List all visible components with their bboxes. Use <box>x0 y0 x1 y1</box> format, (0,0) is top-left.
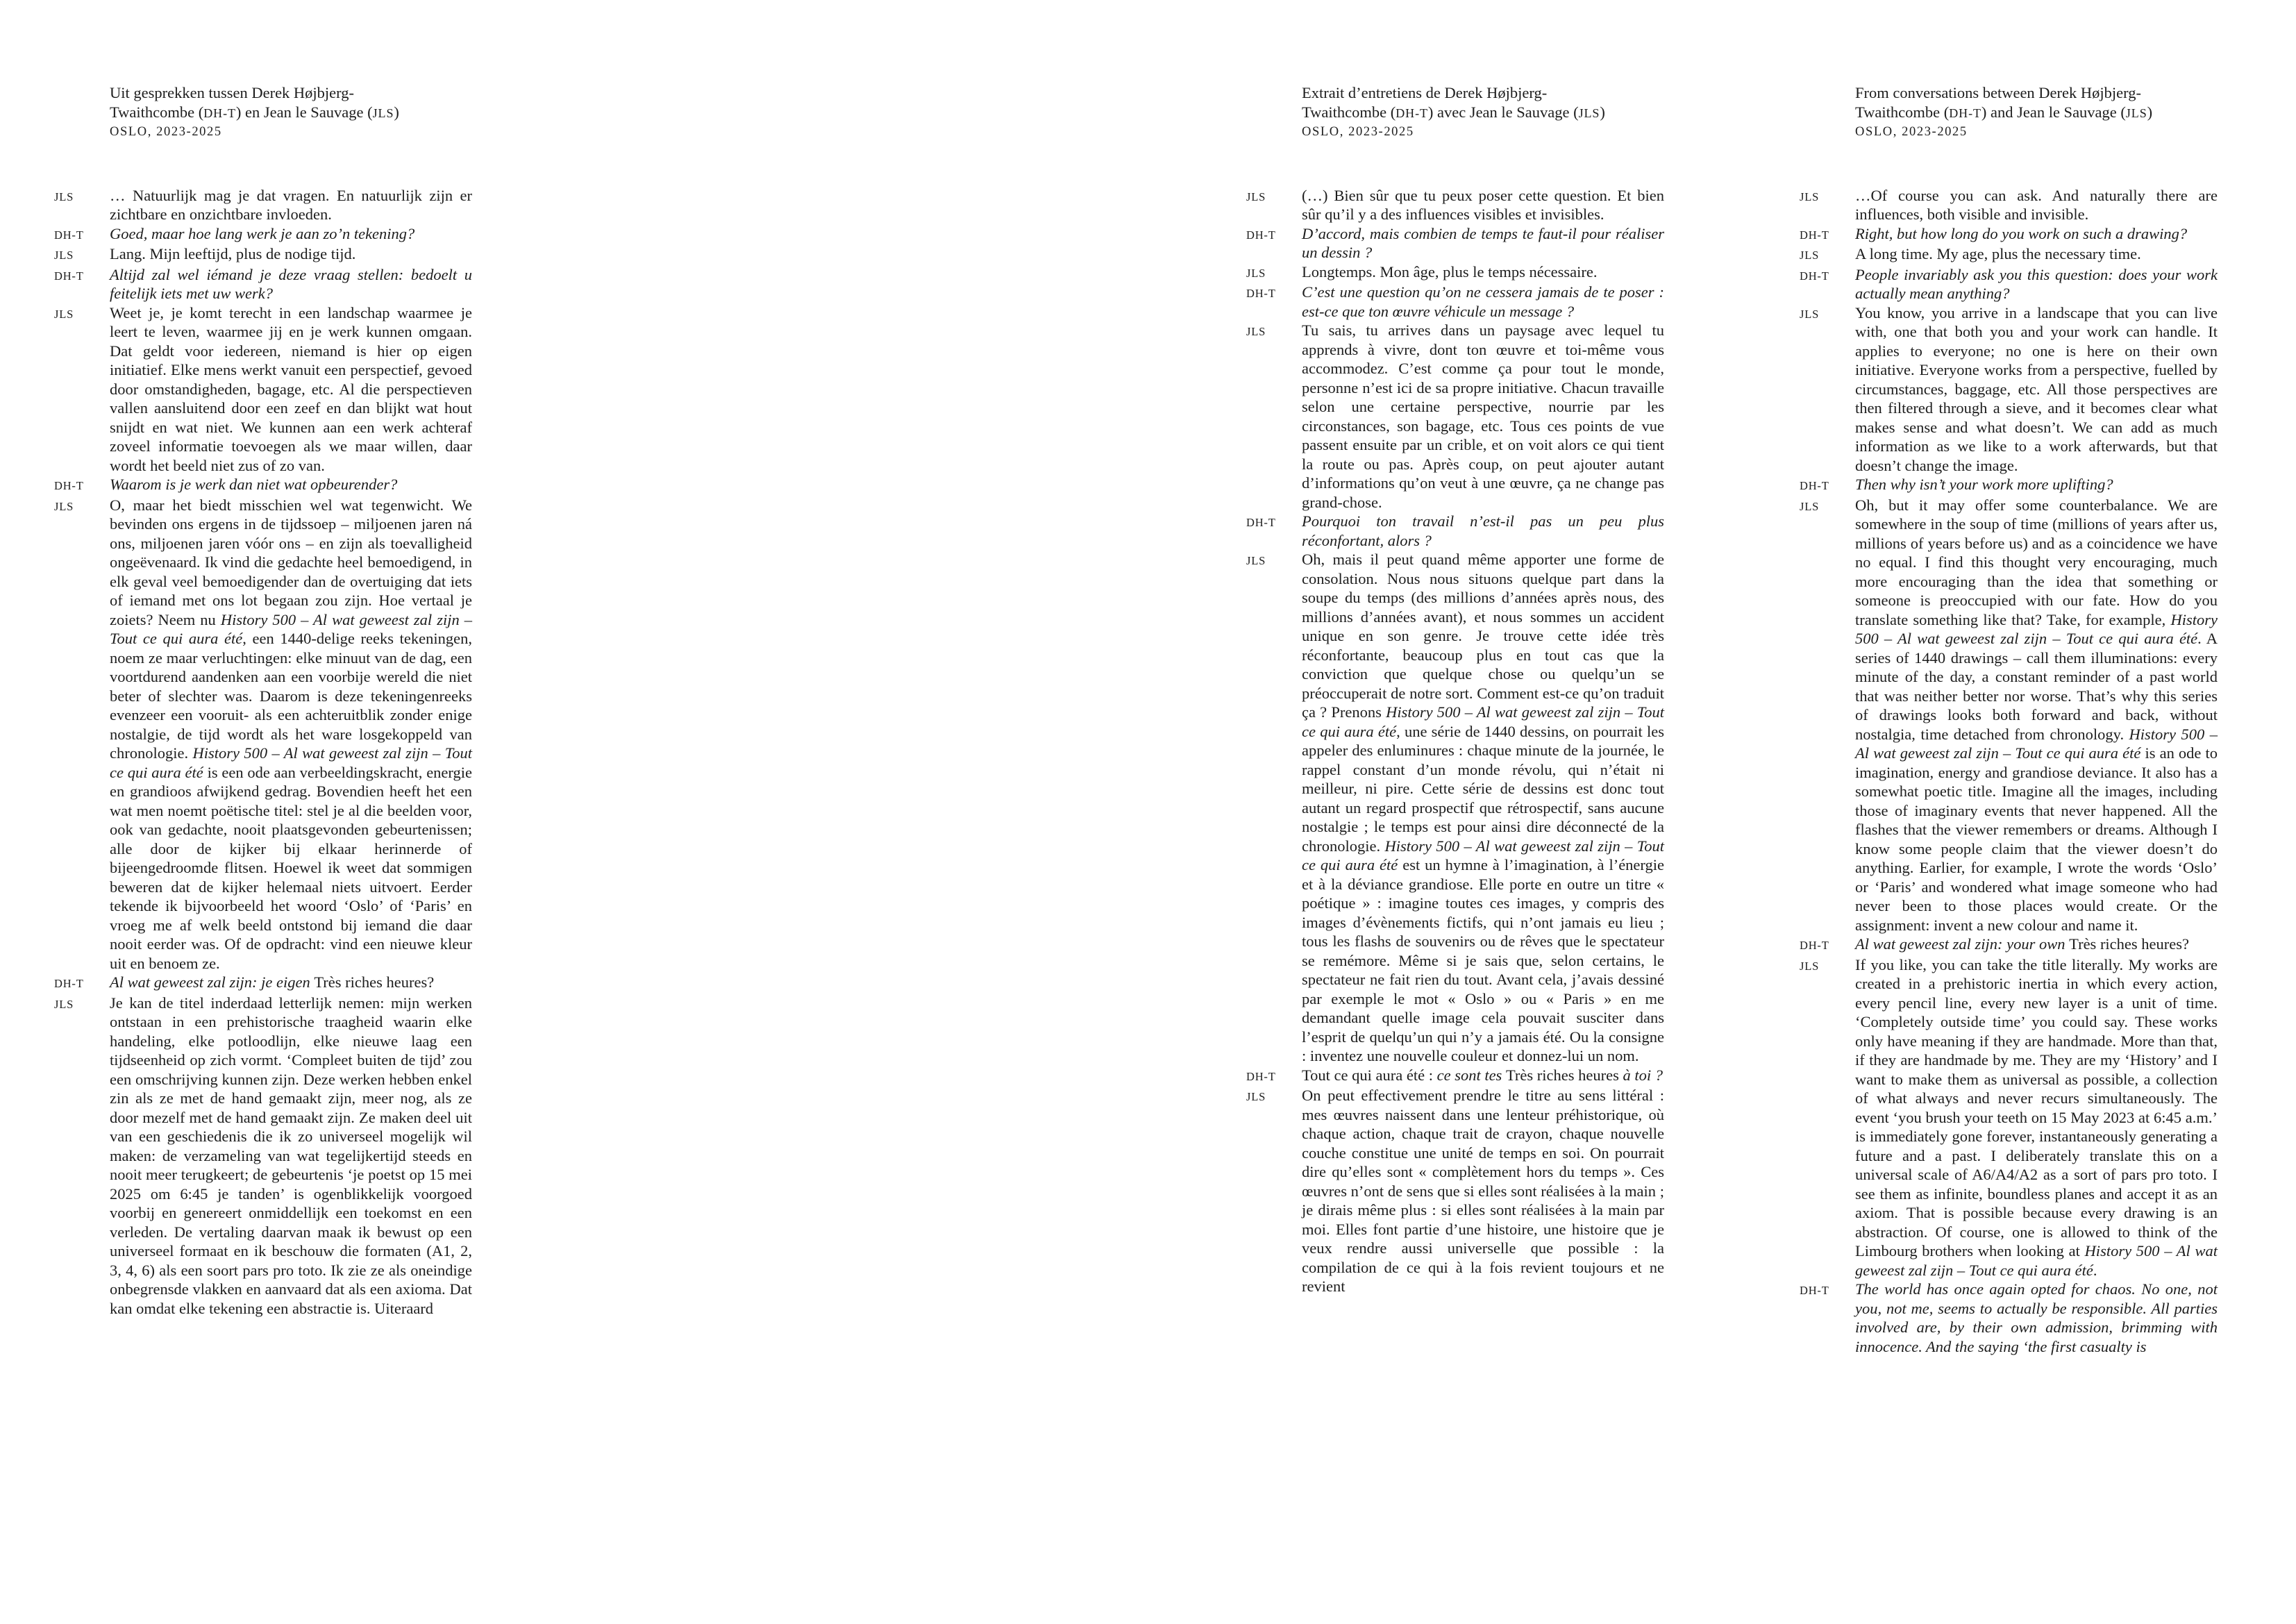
column-subheader: OSLO, 2023-2025 <box>1855 125 1968 139</box>
turn-text: The world has once again opted for chaos. No one, not you, not me, seems to actually be responsible. All parties involved are, by their own admission, brimming with innocence. And the saying ‘the first casualty is <box>1855 1280 2218 1355</box>
dialogue <box>1246 186 1664 1296</box>
turn-text: Right, but how long do you work on such a drawing? <box>1855 224 2188 242</box>
turn <box>54 244 472 265</box>
column-dutch <box>54 83 472 1318</box>
header-line: Uit gesprekken tussen Derek Højbjerg- <box>110 84 354 101</box>
speaker-label: JLS <box>1800 249 1820 262</box>
speaker-label: DH-T <box>54 977 84 990</box>
turn <box>54 475 472 496</box>
speaker-label: DH-T <box>54 228 84 242</box>
turn-text: If you like, you can take the title literally. My works are created in a prehistoric inertia in which every action, every pencil line, every new layer is a unit of time. ‘Completely outside time’ you could say. These works only have meaning if they are handmade. More than that, if they are handmade by me. They are my ‘History’ and I want to make them as universal as possible, a collection of what always and never recurs simultaneously. The event ‘you brush your teeth on 15 May 2023 at 6:45 a.m.’ is immediately gone forever, instantaneously generating a future and a past. I deliberately translate this on a universal scale of A6/A4/A2 as a sort of pars pro toto. I see them as infinite, boundless planes and accept it as an axiom. That is possible because every drawing is an abstraction. Of course, one is allowed to think of the Limbourg brothers when looking at History 500 – Al wat geweest zal zijn – Tout ce qui aura été. <box>1855 955 2218 1279</box>
turn-text: On peut effectivement prendre le titre au sens littéral : mes œuvres naissent dans une lenteur préhistorique, où chaque action, chaque trait de crayon, chaque nouvelle couche constitue une unité de temps en soi. On pourrait dire qu’elles sont « complètement hors du temps ». Ces œuvres n’ont de sens que si elles sont réalisées à la main ; je dirais même plus : si elles sont réalisées à la main par moi. Elles font partie d’une histoire, une histoire que je veux rendre aussi universelle que possible : la compilation de ce qui à la fois revient toujours et ne revient <box>1302 1087 1664 1295</box>
turn <box>1246 321 1664 512</box>
turn <box>54 265 472 303</box>
column-header <box>110 83 472 142</box>
turn <box>1800 1280 2218 1356</box>
speaker-label: JLS <box>54 190 74 203</box>
turn <box>1246 262 1664 283</box>
turn <box>1800 475 2218 496</box>
speaker-label: JLS <box>1246 266 1266 280</box>
turn-text: (…) Bien sûr que tu peux poser cette question. Et bien sûr qu’il y a des influences visibles et invisibles. <box>1302 186 1664 223</box>
dialogue <box>54 186 472 1319</box>
turn-text: Then why isn’t your work more uplifting? <box>1855 476 2113 493</box>
speaker-label: DH-T <box>1246 516 1276 529</box>
turn-text: Tu sais, tu arrives dans un paysage avec lequel tu apprends à vivre, dont ton œuvre et toi-même vous accommodez. C’est comme ça pour tout le monde, personne n’est ici de sa propre initiative. Chacun travaille selon une certaine perspective, nourrie par les circonstances, son bagage, etc. Tous ces points de vue passent ensuite par un crible, et on voit alors ce qui tient la route ou pas. Après coup, on peut ajouter autant d’informations qu’on veut à une œuvre, ça ne change pas grand-chose. <box>1302 321 1664 511</box>
column-french <box>1246 83 1664 1296</box>
turn <box>54 994 472 1319</box>
header-line: Twaithcombe (DH-T) avec Jean le Sauvage (JLS) <box>1302 103 1605 121</box>
turn <box>1800 303 2218 476</box>
header-line: Extrait d’entretiens de Derek Højbjerg- <box>1302 84 1548 101</box>
turn-text: C’est une question qu’on ne cessera jamais de te poser : est-ce que ton œuvre véhicule un message ? <box>1302 283 1664 320</box>
turn-text: Waarom is je werk dan niet wat opbeurender? <box>110 476 398 493</box>
turn <box>1800 955 2218 1280</box>
turn <box>1800 244 2218 265</box>
turn <box>1800 265 2218 303</box>
turn <box>1246 186 1664 224</box>
turn-text: Weet je, je komt terecht in een landschap waarmee je leert te leven, waarmee jij en je werk kunnen omgaan. Dat geldt voor iedereen, niemand is hier op eigen initiatief. Elke mens werkt vanuit een perspectief, gevoed door omstandigheden, bagage, etc. Al die perspectieven vallen aansluitend door een zeef en dan blijkt wat hout snijdt en wat niet. We kunnen aan een werk achteraf zoveel informatie toevoegen als we maar willen, daar wordt het beeld niet zus of zo van. <box>110 303 472 474</box>
speaker-label: DH-T <box>1246 1069 1276 1083</box>
speaker-label: JLS <box>54 499 74 513</box>
column-english <box>1800 83 2218 1356</box>
turn <box>1246 1066 1664 1087</box>
turn <box>54 186 472 224</box>
speaker-label: JLS <box>1246 325 1266 338</box>
turn-text: Oh, but it may offer some counterbalance. We are somewhere in the soup of time (millions of years after us, millions of years before us) and as a coincidence we have no equal. I find this thought very encouraging, much more encouraging than the idea that something or someone is preoccupied with our fate. How do you translate something like that? Take, for example, History 500 – Al wat geweest zal zijn – Tout ce qui aura été. A series of 1440 drawings – call them illuminations: every minute of the day, a constant reminder of a past world that was neither better nor worse. That’s why this series of drawings looks both forward and back, without nostalgia, time detached from chronology. History 500 – Al wat geweest zal zijn – Tout ce qui aura été is an ode to imagination, energy and grandiose deviance. It also has a somewhat poetic title. Imagine all the images, including those of imaginary events that never happened. All the flashes that the viewer remembers or dreams. Although I know some people claim that the viewer doesn’t do anything. Earlier, for example, I wrote the words ‘Oslo’ or ‘Paris’ and wondered what image someone who had never been to those places would create. Or the assignment: invent a new colour and name it. <box>1855 496 2218 934</box>
speaker-label: DH-T <box>1800 228 1829 242</box>
turn-text: Lang. Mijn leeftijd, plus de nodige tijd. <box>110 245 356 262</box>
column-header <box>1302 83 1664 142</box>
turn <box>54 224 472 245</box>
turn-text: Goed, maar hoe lang werk je aan zo’n tekening? <box>110 224 415 242</box>
turn-text: People invariably ask you this question: does your work actually mean anything? <box>1855 265 2218 302</box>
turn <box>1246 224 1664 262</box>
speaker-label: JLS <box>1800 307 1820 321</box>
turn-text: … Natuurlijk mag je dat vragen. En natuurlijk zijn er zichtbare en onzichtbare invloeden. <box>110 186 472 223</box>
header-line: Twaithcombe (DH-T) and Jean le Sauvage (JLS) <box>1855 103 2153 121</box>
turn <box>1800 496 2218 935</box>
turn-text: Altijd zal wel iémand je deze vraag stellen: bedoelt u feitelijk iets met uw werk? <box>110 265 472 302</box>
speaker-label: JLS <box>1800 190 1820 203</box>
turn-text: Longtemps. Mon âge, plus le temps nécessaire. <box>1302 262 1598 281</box>
column-header <box>1855 83 2218 142</box>
turn-text: Pourquoi ton travail n’est-il pas un peu plus réconfortant, alors ? <box>1302 512 1664 549</box>
turn-text: You know, you arrive in a landscape that you can live with, one that both you and your work can handle. It applies to everyone; no one is here on their own initiative. Everyone works from a perspective, fuelled by circumstances, baggage, etc. All those perspectives are then filtered through a sieve, and it becomes clear what makes sense and what doesn’t. We can add as much information as we like to a work afterwards, but that doesn’t change the image. <box>1855 303 2218 474</box>
speaker-label: DH-T <box>1800 939 1829 952</box>
turn-text: Al wat geweest zal zijn: je eigen Très riches heures? <box>110 973 435 991</box>
header-line: Twaithcombe (DH-T) en Jean le Sauvage (JLS) <box>110 103 399 121</box>
turn-text: Je kan de titel inderdaad letterlijk nemen: mijn werken ontstaan in een prehistorische traagheid waarin elke handeling, elke potloodlijn, elke nieuwe laag een tijdseenheid op zich vormt. ‘Compleet buiten de tijd’ zou een omschrijving kunnen zijn. Deze werken hebben enkel zin als ze met de hand gemaakt zijn, meer nog, als ze door mezelf met de hand gemaakt zijn. Ze maken deel uit van een geschiedenis die ik zo universeel mogelijk wil maken: de verzameling van wat tegelijkertijd steeds en nooit meer terugkeert; de gebeurtenis ‘je poetst op 15 mei 2025 om 6:45 je tanden’ is ogenblikkelijk voorgoed voorbij en genereert onmiddellijk een toekomst en een verleden. De vertaling daarvan maak ik bewust op een universeel formaat en ik beschouw die formaten (A1, 2, 3, 4, 6) als een soort pars pro toto. Ik zie ze als oneindige onbegrensde vlakken en aanvaard dat als een axioma. Dat kan omdat elke tekening een abstractie is. Uiteraard <box>110 994 472 1317</box>
speaker-label: DH-T <box>54 479 84 492</box>
column-subheader: OSLO, 2023-2025 <box>1302 125 1414 139</box>
turn <box>1800 935 2218 955</box>
speaker-label: JLS <box>1800 959 1820 973</box>
turn <box>54 303 472 476</box>
turn-text: Al wat geweest zal zijn: your own Très riches heures? <box>1855 935 2189 953</box>
turn <box>54 973 472 994</box>
header-line: From conversations between Derek Højbjerg- <box>1855 84 2141 101</box>
turn-text: O, maar het biedt misschien wel wat tegenwicht. We bevinden ons ergens in de tijdssoep – miljoenen jaren ná ons, miljoenen jaren vóór ons – en zijn als toevalligheid ongeëvenaard. Ik vind die gedachte heel bemoedigend, in elk geval veel bemoedigender dan de overtuiging dat iets of iemand met ons lot begaan zou zijn. Hoe vertaal je zoiets? Neem nu History 500 – Al wat geweest zal zijn – Tout ce qui aura été, een 1440-delige reeks tekeningen, noem ze maar verluchtingen: elke minuut van de dag, een voortdurend aandenken aan een voorbije wereld die niet beter of slechter was. Daarom is deze tekeningenreeks evenzeer een vooruit- als een achteruitblik zonder enige nostalgie, de tijd wordt als het ware losgekoppeld van chronologie. History 500 – Al wat geweest zal zijn – Tout ce qui aura été is een ode aan verbeeldingskracht, energie en grandioos afwijkend gedrag. Bovendien heeft het een wat men noemt poëtische titel: stel je al die beelden voor, ook van gedachte, nooit plaatsgevonden gebeurtenissen; alle door de kijker bij elkaar herinnerde of bijeengedroomde flitsen. Hoewel ik weet dat sommigen beweren dat de kijker helemaal niets uitvoert. Eerder tekende ik bijvoorbeeld het woord ‘Oslo’ of ‘Paris’ en vroeg me af welk beeld ontstond bij iemand die daar nooit eerder was. Of de opdracht: vind een nieuwe kleur uit en benoem ze. <box>110 496 472 972</box>
turn-text: Oh, mais il peut quand même apporter une forme de consolation. Nous nous situons quelque part dans la soupe du temps (des millions d’années après nous, des millions d’années avant), et nous sommes un accident unique en son genre. Je trouve cette idée très réconfortante, beaucoup plus en tout cas que la conviction que quelque chose ou quelqu’un se préoccuperait de notre sort. Comment est-ce qu’on traduit ça ? Prenons History 500 – Al wat geweest zal zijn – Tout ce qui aura été, une série de 1440 dessins, on pourrait les appeler des enluminures : chaque minute de la journée, le rappel constant d’un monde révolu, qui n’était ni meilleur, ni pire. Cette série de dessins est donc tout autant un regard prospectif que rétrospectif, sans aucune nostalgie ; le temps est pour ainsi dire déconnecté de la chronologie. History 500 – Al wat geweest zal zijn – Tout ce qui aura été est un hymne à l’imagination, à l’énergie et à la déviance grandiose. Elle porte en outre un titre « poétique » : imagine toutes ces images, y compris des images d’évènements fictifs, qui n’ont jamais eu lieu ; tous les flashs de souvenirs ou de rêves que le spectateur se remémore. Même si je sais que, selon certains, le spectateur ne fait rien du tout. Avant cela, j’avais dessiné par exemple le mot « Oslo » ou « Paris » en me demandant quelle image cela pouvait susciter dans l’esprit de quelqu’un qui n’y a jamais été. Ou la consigne : inventez une nouvelle couleur et donnez-lui un nom. <box>1302 551 1664 1064</box>
speaker-label: DH-T <box>1800 1284 1829 1297</box>
turn <box>1246 512 1664 550</box>
column-subheader: OSLO, 2023-2025 <box>110 125 222 139</box>
turn-text: …Of course you can ask. And naturally there are influences, both visible and invisible. <box>1855 186 2218 223</box>
speaker-label: JLS <box>1800 499 1820 513</box>
turn <box>1246 283 1664 321</box>
speaker-label: DH-T <box>1800 269 1829 283</box>
speaker-label: JLS <box>54 249 74 262</box>
turn <box>1800 186 2218 224</box>
speaker-label: JLS <box>54 997 74 1011</box>
speaker-label: DH-T <box>1246 228 1276 242</box>
turn <box>1800 224 2218 245</box>
turn <box>1246 550 1664 1066</box>
speaker-label: DH-T <box>54 269 84 283</box>
turn <box>54 496 472 973</box>
speaker-label: JLS <box>1246 554 1266 567</box>
speaker-label: JLS <box>1246 190 1266 203</box>
turn-text: D’accord, mais combien de temps te faut-il pour réaliser un dessin ? <box>1302 224 1664 261</box>
dialogue <box>1800 186 2218 1357</box>
speaker-label: DH-T <box>1800 479 1829 492</box>
speaker-label: JLS <box>54 307 74 321</box>
turn-text: A long time. My age, plus the necessary time. <box>1855 245 2141 262</box>
turn <box>1246 1086 1664 1296</box>
speaker-label: DH-T <box>1246 287 1276 300</box>
turn-text: Tout ce qui aura été : ce sont tes Très riches heures à toi ? <box>1302 1066 1663 1084</box>
speaker-label: JLS <box>1246 1090 1266 1103</box>
